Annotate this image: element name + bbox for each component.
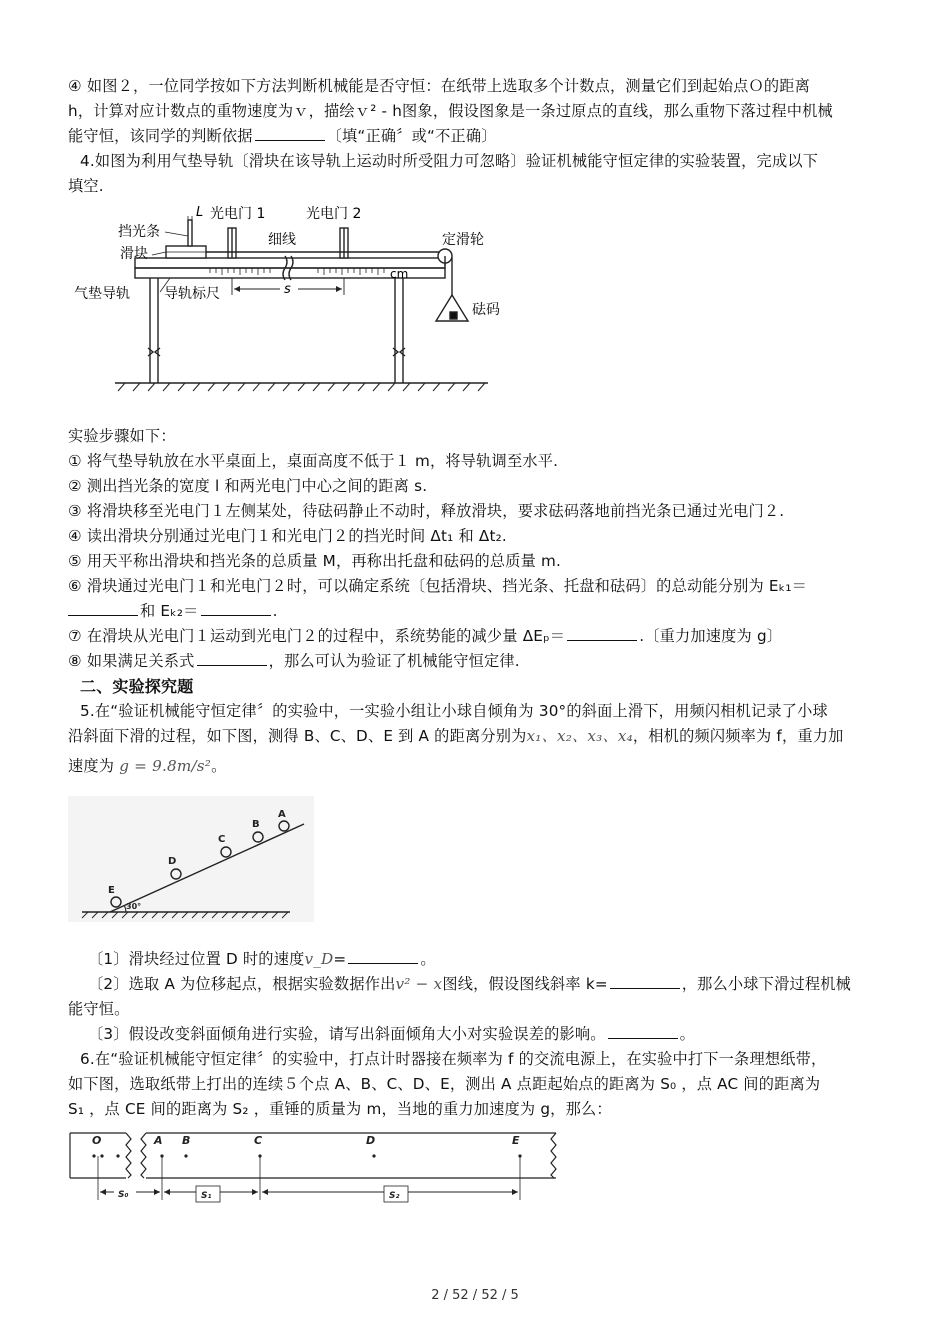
- label-s: s: [284, 282, 291, 297]
- q5-sub2-mid: 图线，假设图线斜率 k=: [442, 975, 608, 993]
- label-weight: 砝码: [472, 302, 500, 318]
- tape-label-E: E: [512, 1134, 520, 1147]
- answer-blank: [348, 947, 418, 964]
- incline-angle: 30°: [126, 902, 142, 911]
- q6-line1: 6.在“验证机械能守恒定律〞的实验中，打点计时器接在频率为 f 的交流电源上，在实验中打下一条理想纸带，: [80, 1050, 827, 1068]
- q5-sub1-eq: =: [333, 950, 347, 968]
- q5-sub3-text: 〔3〕假设改变斜面倾角进行实验，请写出斜面倾角大小对实验误差的影响。: [88, 1025, 606, 1043]
- step-6a: ⑥ 滑块通过光电门１和光电门２时，可以确定系统〔包括滑块、挡光条、托盘和砝码〕的总动能分别为 Eₖ₁＝: [68, 577, 808, 595]
- tape-label-O: O: [92, 1134, 102, 1147]
- q3-part4-line3-text: 能守恒，该同学的判断依据: [68, 127, 253, 145]
- label-ruler: 导轨标尺: [164, 286, 220, 302]
- label-strip: 挡光条: [118, 224, 160, 240]
- step-4: ④ 读出滑块分别通过光电门１和光电门２的挡光时间 Δt₁ 和 Δt₂.: [68, 527, 507, 545]
- q5-line2: [68, 724, 844, 749]
- q5-line3-text: 速度为: [68, 757, 115, 775]
- q5-sub2-cont: 能守恒。: [68, 1000, 130, 1018]
- q5-sub2-end: ，那么小球下滑过程机械: [681, 975, 852, 993]
- q5-line1: 5.在“验证机械能守恒定律〞的实验中，一实验小组让小球自倾角为 30°的斜面上滑下，用频闪相机记录了小球: [80, 702, 828, 720]
- air-track-figure: [70, 200, 510, 395]
- tape-label-C: C: [254, 1134, 263, 1147]
- q3-part4-line2: h，计算对应计数点的重物速度为ｖ，描绘ｖ² - h图象，假设图象是一条过原点的直线，那么重物下落过程中机械: [68, 102, 833, 120]
- step-8: [68, 649, 520, 674]
- q5-sub1-end: 。: [420, 950, 436, 968]
- q3-part4-line3: [68, 124, 497, 149]
- step-1: ① 将气垫导轨放在水平桌面上，桌面高度不低于１ m，将导轨调至水平.: [68, 452, 559, 470]
- label-L: L: [196, 205, 204, 220]
- steps-title: 实验步骤如下：: [68, 427, 176, 445]
- q6-line3: S₁ ，点 CE 间的距离为 S₂ ，重锤的质量为 m，当地的重力加速度为 g，那么：: [68, 1100, 612, 1118]
- step-5: ⑤ 用天平称出滑块和挡光条的总质量 M，再称出托盘和砝码的总质量 m.: [68, 552, 562, 570]
- label-rope: 细线: [268, 232, 296, 248]
- q4-line2: 填空.: [68, 177, 104, 195]
- q5-sub3-end: 。: [679, 1025, 696, 1043]
- q3-part4-line3-hint: 〔填“正确〞或“不正确〕: [326, 127, 497, 145]
- step-8-text: ⑧ 如果满足关系式: [68, 652, 195, 670]
- answer-blank: [197, 649, 267, 666]
- tape-label-S1: S₁: [201, 1191, 212, 1201]
- label-pulley: 定滑轮: [442, 232, 484, 248]
- incline-figure: [68, 796, 314, 922]
- answer-blank: [567, 624, 637, 641]
- step-2: ② 测出挡光条的宽度 l 和两光电门中心之间的距离 s.: [68, 477, 428, 495]
- step-7: [68, 624, 782, 649]
- incline-label-D: D: [168, 856, 177, 867]
- step-7-end: .〔重力加速度为 g〕: [639, 627, 783, 645]
- answer-blank: [610, 972, 680, 989]
- incline-label-C: C: [218, 834, 226, 845]
- step-6b-mid: 和 Eₖ₂＝: [140, 602, 199, 620]
- page-footer: 2 / 52 / 52 / 5: [431, 1288, 519, 1303]
- q3-part4-line1: ④ 如图２，一位同学按如下方法判断机械能是否守恒：在纸带上选取多个计数点，测量它们到起始点Ｏ的距离: [68, 77, 811, 95]
- tape-label-S0: S₀: [118, 1190, 129, 1200]
- tape-label-A: A: [154, 1134, 163, 1147]
- answer-blank: [608, 1022, 678, 1039]
- section-heading: 二、实验探究题: [80, 677, 194, 696]
- answer-blank: [68, 599, 138, 616]
- q5-line2-end: ，相机的频闪频率为 f，重力加: [632, 727, 844, 745]
- q5-sub2: [88, 972, 851, 997]
- label-cm: cm: [390, 267, 409, 281]
- q5-sub2-text: 〔2〕选取 A 为位移起点，根据实验数据作出: [88, 975, 396, 993]
- step-6b: [68, 599, 278, 624]
- q5-sub1-text: 〔1〕滑块经过位置 D 时的速度: [88, 950, 305, 968]
- tape-figure: [66, 1128, 566, 1210]
- label-gate1: 光电门 1: [210, 206, 266, 222]
- q5-x-values: x₁、x₂、x₃、x₄: [526, 727, 633, 745]
- tape-label-D: D: [366, 1134, 376, 1147]
- q6-line2: 如下图，选取纸带上打出的连续５个点 A、B、C、D、E，测出 A 点距起始点的距离为 S₀ ，点 AC 间的距离为: [68, 1075, 821, 1093]
- q5-line3: [68, 754, 226, 779]
- q5-line2-text: 沿斜面下滑的过程，如下图，测得 B、C、D、E 到 A 的距离分别为: [68, 727, 527, 745]
- step-7-text: ⑦ 在滑块从光电门１运动到光电门２的过程中，系统势能的减少量 ΔEₚ＝: [68, 627, 566, 645]
- q5-vd: v_D: [304, 950, 334, 968]
- incline-label-A: A: [278, 809, 286, 820]
- label-slider: 滑块: [120, 246, 148, 262]
- step-8-end: ，那么可认为验证了机械能守恒定律.: [268, 652, 520, 670]
- incline-label-E: E: [108, 885, 115, 896]
- q5-v2x: v² − x: [395, 975, 443, 993]
- incline-label-B: B: [252, 819, 260, 830]
- tape-label-B: B: [182, 1134, 191, 1147]
- q5-g-value: g = 9.8m/s²: [119, 757, 212, 775]
- q5-sub1: [88, 947, 436, 972]
- answer-blank: [255, 124, 325, 141]
- step-3: ③ 将滑块移至光电门１左侧某处，待砝码静止不动时，释放滑块，要求砝码落地前挡光条已通过光电门２.: [68, 502, 785, 520]
- q5-line3-end: 。: [211, 757, 227, 775]
- q4-line1: 4.如图为利用气垫导轨〔滑块在该导轨上运动时所受阻力可忽略〕验证机械能守恒定律的实验装置，完成以下: [80, 152, 819, 170]
- label-gate2: 光电门 2: [306, 206, 362, 222]
- step-6b-end: .: [272, 602, 278, 620]
- label-air-track: 气垫导轨: [74, 286, 130, 302]
- answer-blank: [201, 599, 271, 616]
- q5-sub3: [88, 1022, 695, 1047]
- tape-label-S2: S₂: [389, 1191, 400, 1201]
